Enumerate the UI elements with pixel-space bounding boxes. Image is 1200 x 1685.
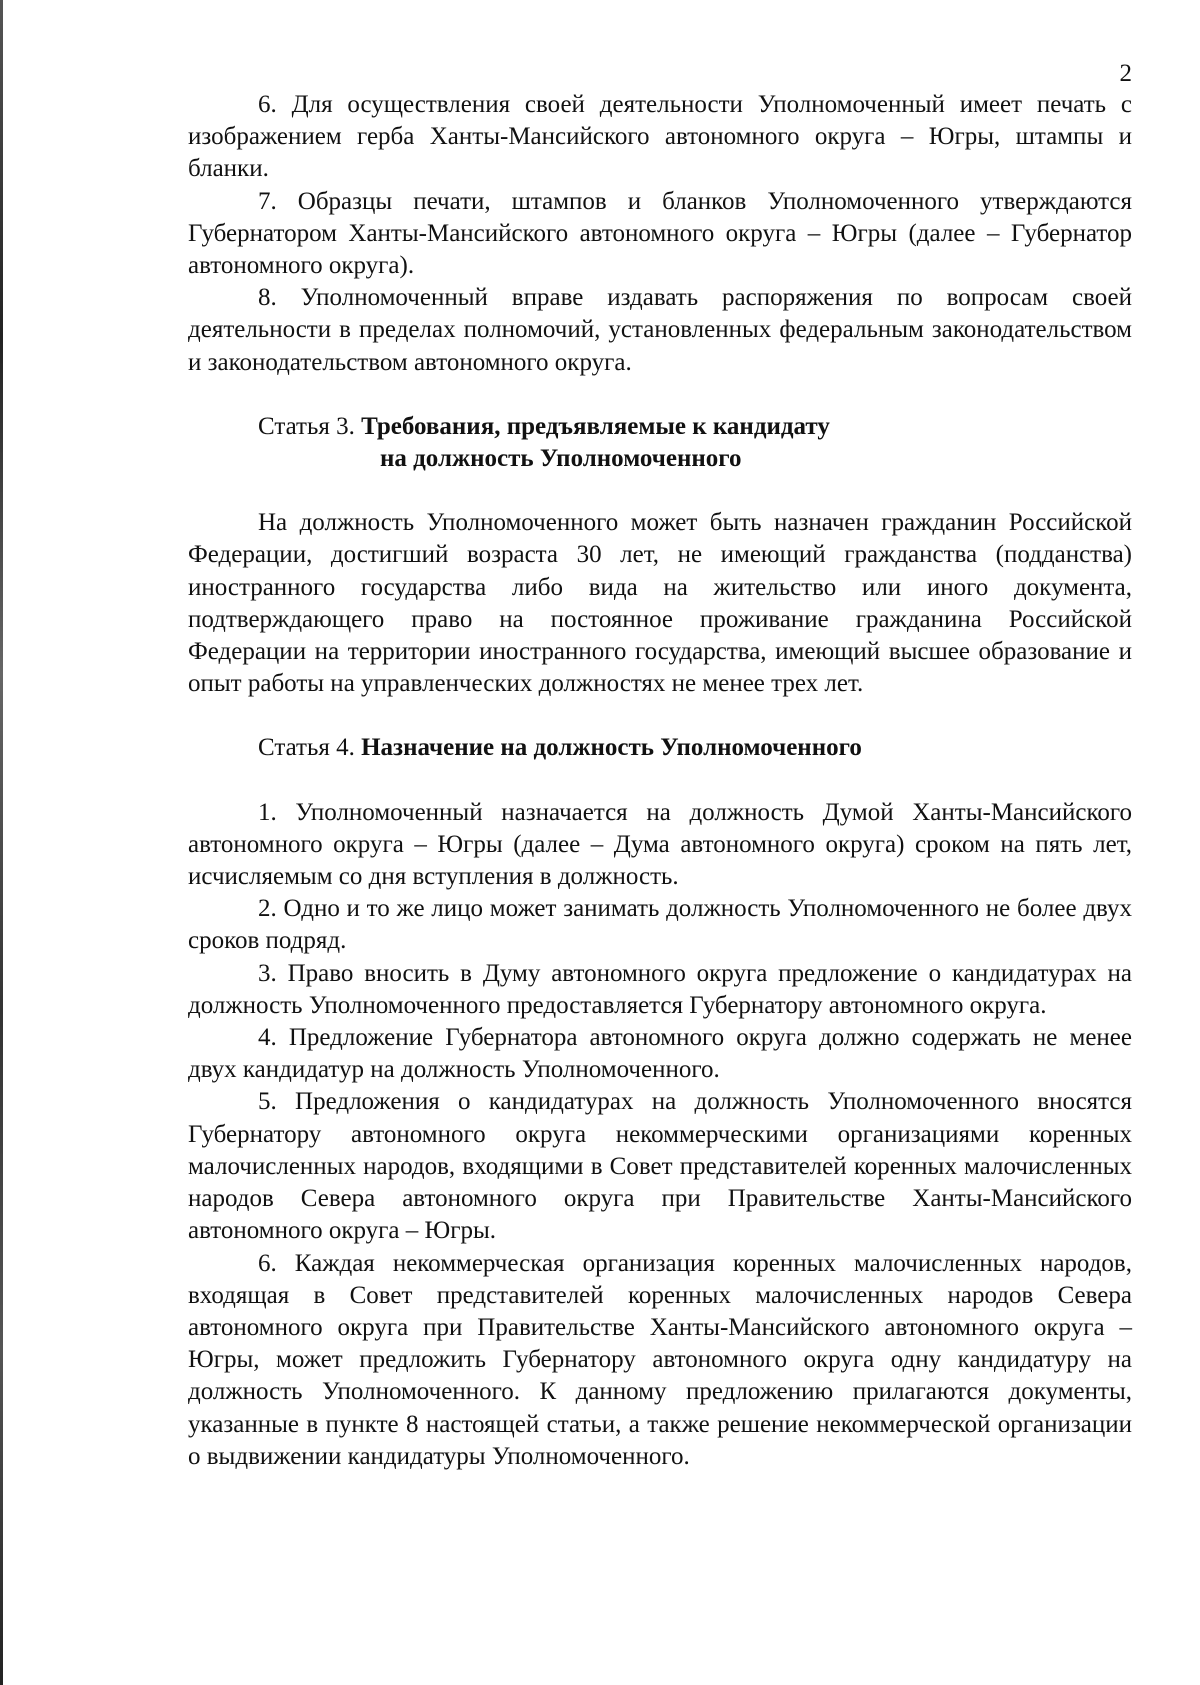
- scan-edge: [0, 0, 3, 1685]
- document-body: [188, 56, 1132, 1473]
- paragraph: 5. Предложения о кандидатурах на должность Уполномоченного вносятся Губернатору автономного округа некоммерческими организациями коренных малочисленных народов, входящими в Совет представителей коренных малочисленных народов Севера автономного округа при Правительстве Ханты-Мансийского автономного округа – Югры.: [188, 1088, 1132, 1245]
- paragraph: 7. Образцы печати, штампов и бланков Уполномоченного утверждаются Губернатором Ханты-Мансийского автономного округа – Югры (далее – Губернатор автономного округа).: [188, 187, 1132, 280]
- paragraph: 1. Уполномоченный назначается на должность Думой Ханты-Мансийского автономного округа – Югры (далее – Дума автономного округа) сроком на пять лет, исчисляемым со дня вступления в должность.: [188, 798, 1132, 891]
- article-3-title-line2: на должность Уполномоченного: [380, 445, 742, 473]
- paragraph: 2. Одно и то же лицо может занимать должность Уполномоченного не более двух сроков подряд.: [188, 895, 1132, 955]
- article-4-prefix: Статья 4.: [258, 734, 362, 762]
- paragraph: 3. Право вносить в Думу автономного округа предложение о кандидатурах на должность Уполномоченного предоставляется Губернатору автономного округа.: [188, 959, 1132, 1019]
- article-4-title: Назначение на должность Уполномоченного: [361, 734, 862, 762]
- article-4-heading: [258, 732, 1132, 764]
- paragraph: На должность Уполномоченного может быть назначен гражданин Российской Федерации, достигший возраста 30 лет, не имеющий гражданства (подданства) иностранного государства либо вида на жительство или иного документа, подтверждающего право на постоянное проживание гражданина Российской Федерации на территории иностранного государства, имеющий высшее образование и опыт работы на управленческих должностях не менее трех лет.: [188, 509, 1132, 698]
- document-page: [188, 56, 1132, 1473]
- paragraph: 4. Предложение Губернатора автономного округа должно содержать не менее двух кандидатур на должность Уполномоченного.: [188, 1024, 1132, 1084]
- paragraph: 6. Для осуществления своей деятельности Уполномоченный имеет печать с изображением герба Ханты-Мансийского автономного округа – Югры, штампы и бланки.: [188, 91, 1132, 183]
- paragraph: 6. Каждая некоммерческая организация коренных малочисленных народов, входящая в Совет представителей коренных малочисленных народов Севера автономного округа при Правительстве Ханты-Мансийского автономного округа – Югры, может предложить Губернатору автономного округа одну кандидатуру на должность Уполномоченного. К данному предложению прилагаются документы, указанные в пункте 8 настоящей статьи, а также решение некоммерческой организации о выдвижении кандидатуры Уполномоченного.: [188, 1249, 1132, 1470]
- article-3-prefix: Статья 3.: [258, 412, 362, 440]
- article-3-heading: [258, 411, 1132, 475]
- page-number: 2: [1119, 60, 1132, 87]
- article-3-title: Требования, предъявляемые к кандидату: [361, 412, 830, 440]
- paragraph: 8. Уполномоченный вправе издавать распоряжения по вопросам своей деятельности в пределах полномочий, установленных федеральным законодательством и законодательством автономного округа.: [188, 284, 1132, 376]
